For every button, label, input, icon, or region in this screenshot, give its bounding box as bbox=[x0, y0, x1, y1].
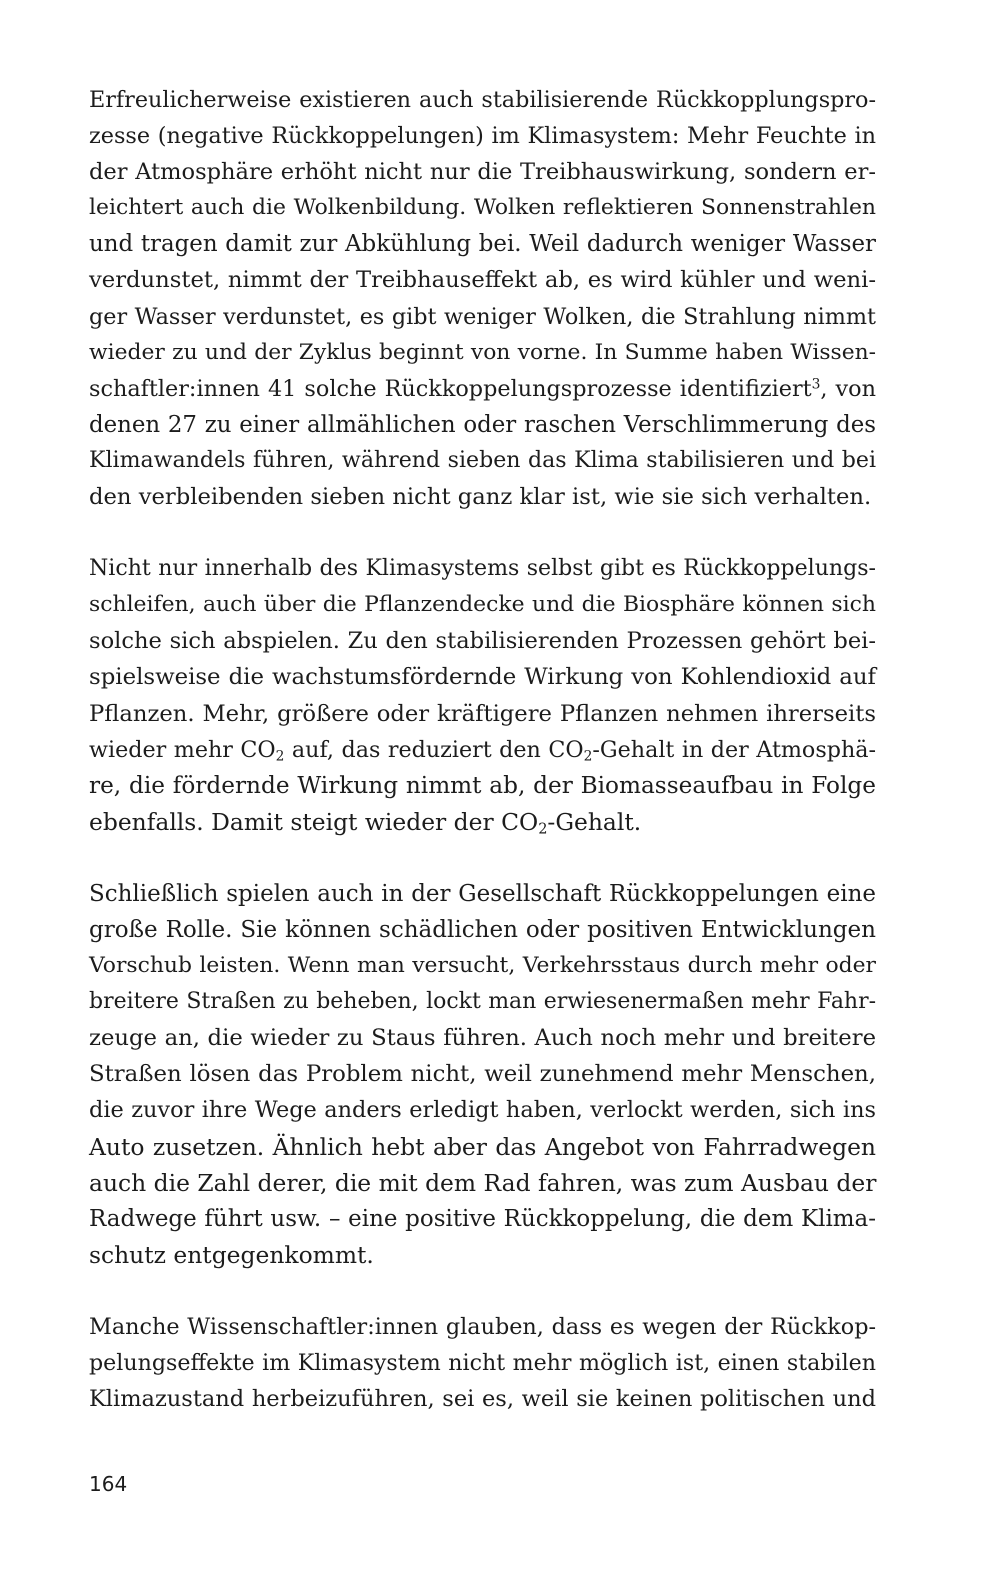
subscript: 2 bbox=[583, 748, 593, 765]
text-run: schaftler:innen 41 solche Rückkoppelungsprozesse identifiziert bbox=[89, 375, 812, 402]
text-line bbox=[89, 299, 876, 335]
subscript: 2 bbox=[538, 821, 548, 838]
text-run: wieder mehr CO bbox=[89, 736, 276, 763]
text-line bbox=[89, 659, 876, 695]
text-run: und tragen damit zur Abkühlung bei. Weil dadurch weniger Wasser bbox=[89, 231, 876, 258]
text-run: -Gehalt. bbox=[547, 807, 642, 836]
text-run: denen 27 zu einer allmählichen oder raschen Verschlimmerung des bbox=[89, 411, 876, 438]
body-text bbox=[89, 82, 876, 1453]
text-line bbox=[89, 190, 876, 226]
text-line bbox=[89, 371, 876, 407]
text-run: ger Wasser verdunstet, es gibt weniger Wolken, die Strahlung nimmt bbox=[89, 303, 876, 330]
text-run: verdunstet, nimmt der Treibhauseffekt ab, es wird kühler und weni- bbox=[89, 267, 876, 294]
text-line bbox=[89, 226, 876, 262]
text-line bbox=[89, 335, 876, 371]
text-run: Klimawandels führen, während sieben das Klima stabilisieren und bei bbox=[89, 447, 876, 473]
text-line bbox=[89, 262, 876, 298]
text-line bbox=[89, 948, 876, 984]
text-run: Straßen lösen das Problem nicht, weil zunehmend mehr Menschen, bbox=[89, 1061, 876, 1088]
text-run: zeuge an, die wieder zu Staus führen. Auch noch mehr und breitere bbox=[89, 1025, 876, 1052]
text-run: zesse (negative Rückkoppelungen) im Klimasystem: Mehr Feuchte in bbox=[89, 123, 876, 150]
text-run: schleifen, auch über die Pflanzendecke und die Biosphäre können sich bbox=[89, 592, 876, 618]
text-line bbox=[89, 118, 876, 154]
paragraph bbox=[89, 82, 876, 515]
text-line bbox=[89, 1020, 876, 1056]
text-run: Radwege führt usw. – eine positive Rückkoppelung, die dem Klima- bbox=[89, 1205, 876, 1232]
text-run: Nicht nur innerhalb des Klimasystems selbst gibt es Rückkoppelungs- bbox=[89, 556, 876, 582]
text-line bbox=[89, 804, 876, 840]
text-line bbox=[89, 1129, 876, 1165]
text-run: auf, das reduziert den CO bbox=[284, 736, 584, 763]
text-line bbox=[89, 912, 876, 948]
text-run: pelungseffekte im Klimasystem nicht mehr möglich ist, einen stabilen bbox=[89, 1350, 876, 1376]
text-run: ebenfalls. Damit steigt wieder der CO bbox=[89, 807, 539, 836]
text-run: re, die fördernde Wirkung nimmt ab, der Biomasseaufbau in Folge bbox=[89, 771, 876, 799]
text-line bbox=[89, 768, 876, 804]
page-number: 164 bbox=[89, 1472, 128, 1496]
text-line bbox=[89, 984, 876, 1020]
text-line bbox=[89, 587, 876, 623]
text-line bbox=[89, 1309, 876, 1345]
text-run: -Gehalt in der Atmosphä- bbox=[592, 736, 877, 763]
paragraph bbox=[89, 876, 876, 1273]
text-line bbox=[89, 443, 876, 479]
text-run: Pflanzen. Mehr, größere oder kräftigere Pflanzen nehmen ihrerseits bbox=[89, 700, 876, 727]
text-line bbox=[89, 154, 876, 190]
text-line bbox=[89, 551, 876, 587]
text-line bbox=[89, 1056, 876, 1092]
text-run: Manche Wissenschaftler:innen glauben, dass es wegen der Rückkop- bbox=[89, 1313, 876, 1340]
footnote-ref: 3 bbox=[811, 376, 821, 393]
text-run: auch die Zahl derer, die mit dem Rad fahren, was zum Ausbau der bbox=[89, 1168, 877, 1197]
text-run: breitere Straßen zu beheben, lockt man erwiesenermaßen mehr Fahr- bbox=[89, 989, 876, 1015]
text-line bbox=[89, 407, 876, 443]
text-run: Erfreulicherweise existieren auch stabilisierende Rückkopplungspro- bbox=[89, 87, 876, 113]
paragraph bbox=[89, 1309, 876, 1417]
text-line bbox=[89, 1201, 876, 1237]
text-run: spielsweise die wachstumsfördernde Wirkung von Kohlendioxid auf bbox=[89, 664, 876, 691]
text-run: der Atmosphäre erhöht nicht nur die Treibhauswirkung, sondern er- bbox=[89, 159, 876, 186]
text-run: leichtert auch die Wolkenbildung. Wolken reflektieren Sonnenstrahlen bbox=[89, 195, 876, 221]
text-run: Klimazustand herbeizuführen, sei es, weil sie keinen politischen und bbox=[89, 1386, 876, 1413]
text-line bbox=[89, 1237, 876, 1273]
text-run: , von bbox=[820, 375, 876, 402]
text-line bbox=[89, 876, 876, 912]
text-line bbox=[89, 82, 876, 118]
text-line bbox=[89, 479, 876, 515]
text-line bbox=[89, 623, 876, 659]
text-run: solche sich abspielen. Zu den stabilisierenden Prozessen gehört bei- bbox=[89, 628, 876, 655]
text-line bbox=[89, 1092, 876, 1128]
text-run: den verbleibenden sieben nicht ganz klar ist, wie sie sich verhalten. bbox=[89, 484, 872, 511]
text-line bbox=[89, 1345, 876, 1381]
text-run: Vorschub leisten. Wenn man versucht, Verkehrsstaus durch mehr oder bbox=[89, 953, 876, 979]
text-run: die zuvor ihre Wege anders erledigt haben, verlockt werden, sich ins bbox=[89, 1097, 876, 1124]
text-run: wieder zu und der Zyklus beginnt von vorne. In Summe haben Wissen- bbox=[89, 339, 876, 365]
text-line bbox=[89, 696, 876, 732]
text-run: schutz entgegenkommt. bbox=[89, 1240, 374, 1269]
paragraph bbox=[89, 551, 876, 840]
subscript: 2 bbox=[275, 748, 285, 765]
text-run: große Rolle. Sie können schädlichen oder positiven Entwicklungen bbox=[89, 916, 876, 943]
text-line bbox=[89, 1381, 876, 1417]
text-line bbox=[89, 1165, 876, 1201]
text-run: Auto zusetzen. Ähnlich hebt aber das Angebot von Fahrradwegen bbox=[89, 1132, 876, 1161]
text-run: Schließlich spielen auch in der Gesellschaft Rückkoppelungen eine bbox=[89, 880, 876, 907]
text-line bbox=[89, 732, 876, 768]
